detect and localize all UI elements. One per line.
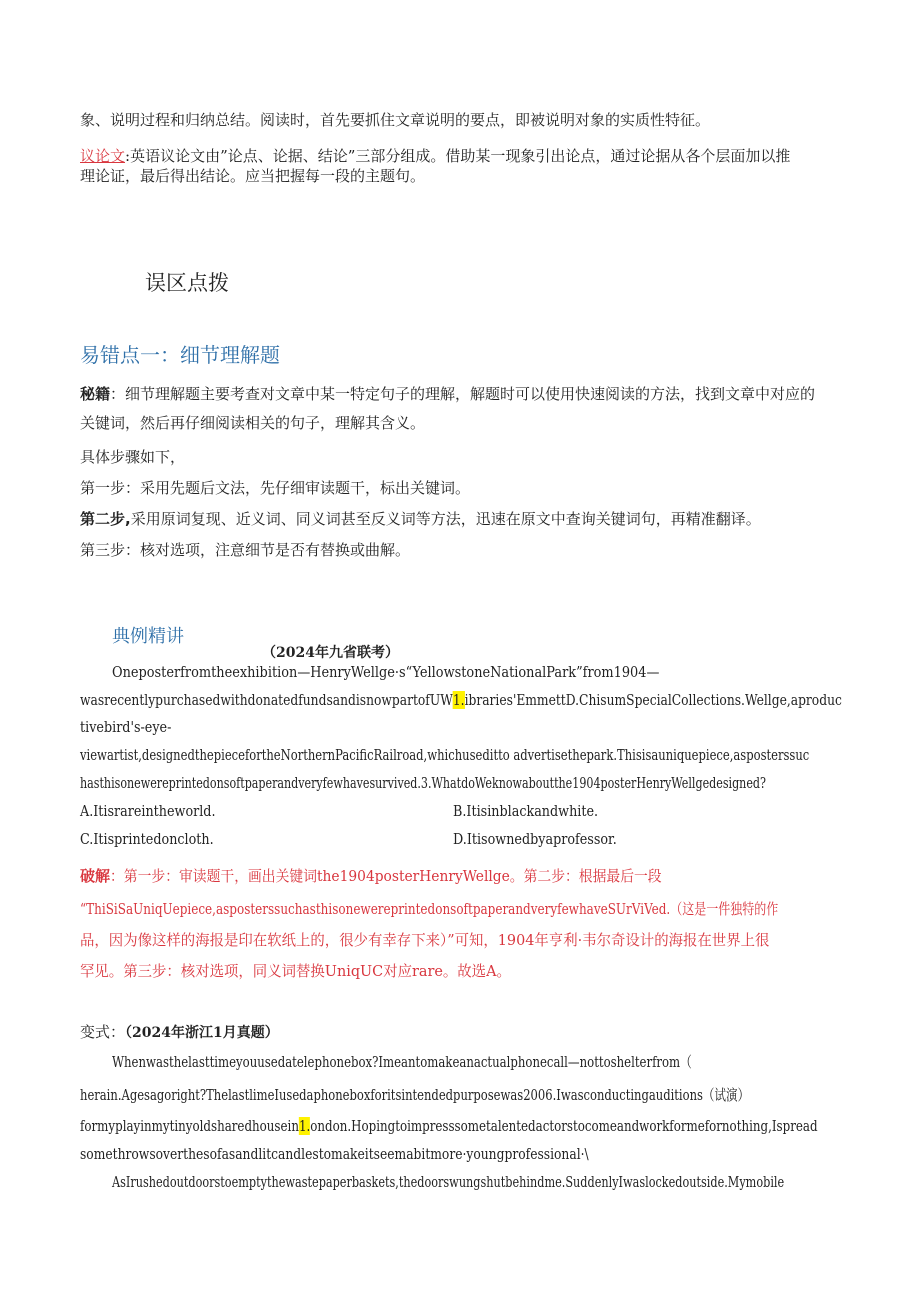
argument-label: 议论文 bbox=[80, 147, 126, 165]
variant-para-line-5: AsIrushedoutdoorstoemptythewastepaperbaskets,thedoorswungshutbehindme.SuddenlyIwaslockedoutside.Mymobile bbox=[112, 1173, 785, 1191]
section-title: 误区点拨 bbox=[145, 271, 229, 295]
intro-line-1: 象、说明过程和归纳总结。阅读时，首先要抓住文章说明的要点，即被说明对象的实质性特征。 bbox=[80, 111, 711, 129]
option-a: A.Itisrareintheworld. bbox=[80, 802, 216, 820]
example-title: 典例精讲 bbox=[112, 626, 184, 647]
variant-para-line-3: formyplayinmytinyoldsharedhousein1.ondon.Hopingtoimpresssometalentedactorstocomeandworkformefornothing,Ispread bbox=[80, 1117, 818, 1135]
tips-step-3: 第三步：核对选项，注意细节是否有替换或曲解。 bbox=[80, 541, 411, 559]
step-2-label: 第二步, bbox=[80, 510, 131, 528]
option-d: D.Itisownedbyaprofessor. bbox=[453, 830, 617, 848]
example-para-line-3: tivebird's-eye- bbox=[80, 718, 172, 736]
analysis-label: 破解 bbox=[80, 867, 111, 885]
tips-line-2: 关键词，然后再仔细阅读相关的句子，理解其含义。 bbox=[80, 414, 426, 432]
example-para-line-5: hasthisonewereprintedonsoftpaperandveryfewhavesurvived.3.WhatdoWeknowaboutthe1904posterHenryWellgedesigned? bbox=[80, 774, 766, 792]
highlight-mark: 1. bbox=[298, 1117, 311, 1135]
tips-line-1 bbox=[80, 384, 815, 404]
highlight-mark: 1. bbox=[452, 691, 465, 709]
step-2-text: 采用原词复现、近义词、同义词甚至反义词等方法，迅速在原文中查询关键词句，再精准翻译。 bbox=[130, 510, 761, 528]
tips-step-2 bbox=[80, 509, 761, 529]
variant-heading bbox=[80, 1022, 279, 1043]
subsection-title: 易错点一：细节理解题 bbox=[80, 343, 280, 367]
variant-label: 变式： bbox=[80, 1023, 126, 1041]
intro-argument-line-1 bbox=[80, 146, 790, 166]
variant-para-line-1: Whenwasthelasttimeyouusedatelephonebox?Imeantomakeanactualphonecall—nottoshelterfrom（ bbox=[112, 1053, 692, 1071]
variant-para-line-4: somethrowsoverthesofasandlitcandlestomakeitseemabitmore·youngprofessional·\ bbox=[80, 1145, 589, 1163]
tips-step-1: 第一步：采用先题后文法，先仔细审读题干，标出关键词。 bbox=[80, 479, 471, 497]
analysis-line-2: “ThiSiSaUniqUepiece,asposterssuchasthisonewereprintedonsoftpaperandveryfewhaveSUrViVed.（这是一件独特的作 bbox=[80, 900, 779, 918]
analysis-line-4: 罕见。第三步：核对选项，同义词替换UniqUC对应rare。故选A。 bbox=[80, 962, 511, 980]
tips-label: 秘籍 bbox=[80, 385, 111, 403]
example-source: （2024年九省联考） bbox=[262, 645, 399, 661]
example-para-line-2: wasrecentlypurchasedwithdonatedfundsandisnowpartofUW1.ibraries'EmmettD.ChisumSpecialCollections.Wellge,aproduc bbox=[80, 691, 842, 709]
tips-text-1: ：细节理解题主要考查对文章中某一特定句子的理解，解题时可以使用快速阅读的方法，找到文章中对应的 bbox=[110, 385, 816, 403]
variant-para-line-2: herain.Agesagoright?ThelastlimeIusedaphoneboxforitsintendedpurposewas2006.Iwasconductingauditions（试演） bbox=[80, 1086, 750, 1104]
analysis-line-1: 破解：第一步：审读题干，画出关键词the1904posterHenryWellge。第二步：根据最后一段 bbox=[80, 867, 662, 885]
option-b: B.Itisinblackandwhite. bbox=[453, 802, 599, 820]
argument-text-1: :英语议论文由”论点、论据、结论”三部分组成。借助某一现象引出论点，通过论据从各个层面加以推 bbox=[125, 147, 791, 165]
intro-argument-line-2: 理论证，最后得出结论。应当把握每一段的主题句。 bbox=[80, 167, 426, 185]
example-para-line-1: Oneposterfromtheexhibition—HenryWellge·s“YellowstoneNationalPark”from1904— bbox=[112, 663, 660, 681]
example-para-line-4: viewartist,designedthepiecefortheNorthernPacificRailroad,whichuseditto advertisethepark.Thisisauniquepiece,asposterssuc bbox=[80, 746, 810, 764]
tips-steps-intro: 具体步骤如下， bbox=[80, 448, 186, 466]
variant-source: （2024年浙江1月真题） bbox=[125, 1025, 279, 1041]
analysis-line-3: 品，因为像这样的海报是印在软纸上的，很少有幸存下来）”可知，1904年亨利·韦尔奇设计的海报在世界上很 bbox=[80, 931, 770, 949]
option-c: C.Itisprintedoncloth. bbox=[80, 830, 214, 848]
